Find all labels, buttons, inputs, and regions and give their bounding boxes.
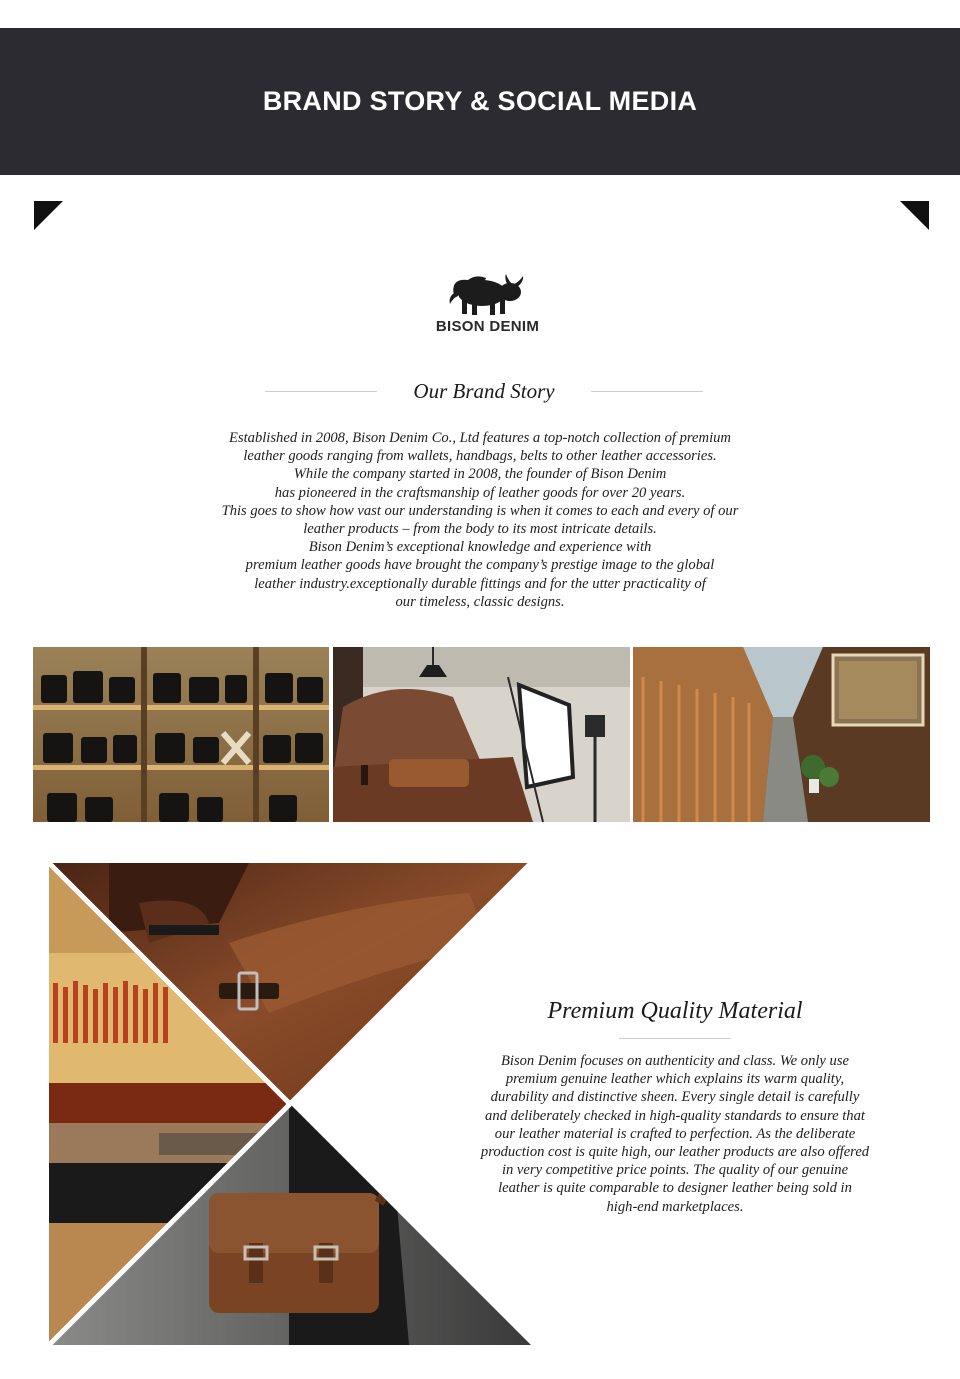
- story-line: While the company started in 2008, the founder of Bison Denim: [293, 466, 667, 483]
- quality-line: leather is quite comparable to designer leather being sold in: [498, 1180, 852, 1197]
- bison-icon: [420, 266, 555, 318]
- quality-heading: Premium Quality Material: [547, 998, 803, 1024]
- corner-triangle-left-icon: [34, 201, 63, 230]
- heading-rule-right: [591, 391, 703, 392]
- story-line: leather products – from the body to its most intricate details.: [303, 521, 657, 538]
- corner-triangle-right-icon: [900, 201, 929, 230]
- story-heading-row: [265, 376, 703, 406]
- story-line: leather industry.exceptionally durable fittings and for the utter practicality of: [254, 575, 706, 592]
- quality-line: and deliberately checked in high-quality standards to ensure that: [485, 1107, 865, 1124]
- story-body: [150, 429, 810, 611]
- story-line: Bison Denim’s exceptional knowledge and experience with: [308, 539, 652, 556]
- logo-text: BISON DENIM: [435, 318, 540, 335]
- story-line: our timeless, classic designs.: [395, 593, 565, 610]
- photo-showroom: [33, 647, 329, 822]
- story-line: This goes to show how vast our understanding is when it comes to each and every of our: [221, 502, 739, 519]
- banner-title: BRAND STORY & SOCIAL MEDIA: [262, 86, 698, 116]
- quality-line: in very competitive price points. The quality of our genuine: [501, 1162, 849, 1179]
- quality-line: production cost is quite high, our leather products are also offered: [480, 1144, 870, 1161]
- quality-line: Bison Denim focuses on authenticity and class. We only use: [500, 1053, 850, 1069]
- photo-corridor: [633, 647, 930, 822]
- story-heading: Our Brand Story: [413, 378, 555, 403]
- header-banner: [0, 28, 960, 175]
- quality-heading-rule: [619, 1038, 731, 1039]
- story-line: Established in 2008, Bison Denim Co., Ltd features a top-notch collection of premium: [229, 430, 731, 446]
- quality-line: premium genuine leather which explains its warm quality,: [505, 1071, 845, 1088]
- brand-logo: [420, 266, 555, 340]
- story-line: has pioneered in the craftsmanship of leather goods for over 20 years.: [274, 484, 686, 501]
- quality-line: high-end marketplaces.: [606, 1198, 744, 1215]
- quality-body: [440, 1052, 910, 1216]
- heading-rule-left: [265, 391, 377, 392]
- story-line: premium leather goods have brought the company’s prestige image to the global: [245, 557, 715, 574]
- photo-studio: [333, 647, 630, 822]
- story-line: leather goods ranging from wallets, handbags, belts to other leather accessories.: [243, 448, 717, 465]
- quality-line: durability and distinctive sheen. Every single detail is carefully: [490, 1089, 860, 1106]
- quality-line: our leather material is crafted to perfection. As the deliberate: [494, 1125, 856, 1142]
